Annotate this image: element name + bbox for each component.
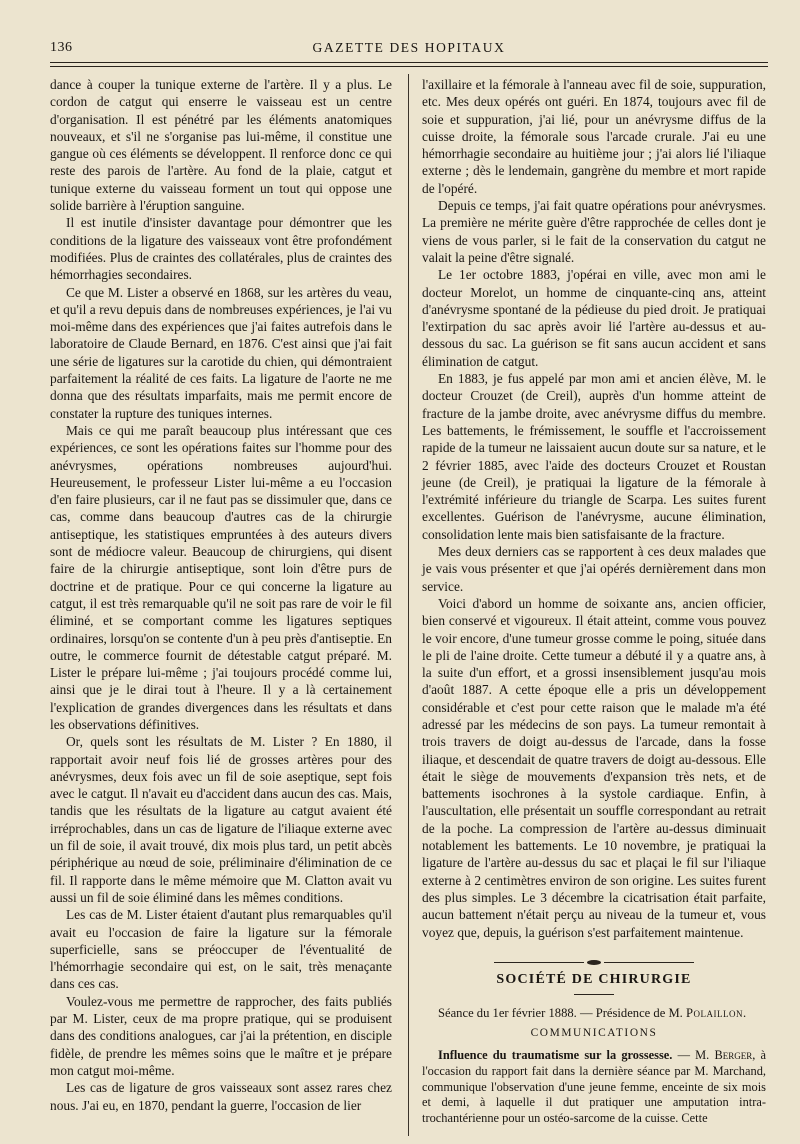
page-number: 136 [50, 40, 73, 55]
paragraph: Mais ce qui me paraît beaucoup plus intéressant que ces expériences, ce sont les opérations faites sur l'homme pour des anévrysmes, opérations nombreuses aujourd'hui. Heureusement, le professeur Lister lui-même a eu l'occasion d'en faire plusieurs, car il ne faut pas se dissimuler que, dans ce cas, comme dans beaucoup d'autres cas de la chirurgie antiseptique, les statistiques empruntées à des auteurs divers sont de médiocre valeur. Beaucoup de chirurgiens, qui disent faire de la chirurgie antiseptique, sont loin d'être purs de doctrine et de pratique. Pour ce qui concerne la ligature au catgut, il est très remarquable qu'il ne soit pas rare de voir le fil éliminé, et se comportant comme les ligatures septiques ordinaires, lorsqu'on se contente d'un à peu près d'antiseptie. En outre, le commerce fournit de détestable catgut préparé. M. Lister le prépare lui-même ; j'ai toujours procédé comme lui, ainsi que je le dirai tout à l'heure. Il y a là certainement l'explication de grandes divergences dans les résultats et dans les observations définitives. [50, 422, 392, 732]
column-divider [408, 74, 409, 1136]
communication-text: à l'occasion du rapport fait dans la dernière séance par M. Marchand, communique l'observation d'une jeune femme, enceinte de six mois et demi, à laquelle il dut pratiquer une amputation intra-trochantérienne pour un ostéo-sarcome de la cuisse. Cette [422, 1048, 767, 1125]
paragraph: l'axillaire et la fémorale à l'anneau avec fil de soie, suppuration, etc. Mes deux opérés ont guéri. En 1874, toujours avec fil de soie et suppuration, j'ai lié, pour un anévrysme diffus de la cuisse droite, la fémorale sous l'arcade crurale. J'ai eu une hémorrhagie secondaire au huitième jour ; j'ai alors lié l'iliaque externe ; dès le lendemain, gangrène du membre et mort rapide de l'opéré. [422, 77, 766, 196]
paragraph: Voici d'abord un homme de soixante ans, ancien officier, bien conservé et vigoureux. Il était atteint, comme vous pouvez le voir encore, d'une tumeur grosse comme le poing, située dans le pli de l'aine droite. Cette tumeur a débuté il y a quatre ans, à la suite d'un effort, et a grossi insensiblement jusqu'au mois d'août 1887. A cette époque elle a pris un développement considérable et c'est pour cette raison que le malade m'a été adressé par les médecins de son pays. La tumeur remontait à trois travers de doigt au-dessus de l'arcade, dans la fosse iliaque, et descendait de quatre travers de doigt au-dessous. Elle était le siège de mouvements d'expansion très nets, et de battements isochrones à la systole cardiaque. Enfin, à l'auscultation, elle présentait un souffle correspondant au retrait de la poche. La compression de l'artère au-dessus diminuait notablement les battements. Le 10 novembre, je pratiquai la ligature de l'artère au-dessus du sac et plaçai le fil sur l'iliaque externe à 2 centimètres environ de son origine. Les suites furent des plus simples. Le 3 décembre la cicatrisation était parfaite, aucun battement n'était perçu au niveau de la tumeur et, vous voyez que, depuis, la guérison s'est parfaitement maintenue. [422, 595, 766, 940]
session-prefix: Séance du 1er février 1888. — Présidence de M. [438, 1006, 683, 1021]
communication-author: M. Berger, [695, 1048, 756, 1063]
page-header [50, 38, 768, 60]
session-president: Polaillon. [685, 1006, 747, 1021]
paragraph: Mes deux derniers cas se rapportent à ces deux malades que je vais vous présenter et que j'ai opérés dernièrement dans mon service. [422, 544, 766, 594]
right-column [422, 76, 766, 1126]
paragraph: Voulez-vous me permettre de rapprocher, des faits publiés par M. Lister, ceux de ma propre pratique, qui se produisent dans des conditions analogues, car j'ai la prétention, en disciple fidèle, de prendre les mêmes soins que le maître et je prépare mon catgut moi-même. [50, 993, 392, 1078]
paragraph: En 1883, je fus appelé par mon ami et ancien élève, M. le docteur Crouzet (de Creil), auprès d'un homme atteint de fracture de la jambe droite, avec anévrysme diffus du membre. Les battements, le frémissement, le souffle et l'accroissement rapide de la tumeur ne laissaient aucun doute sur sa nature, et le 2 février 1885, avec l'aide des docteurs Crouzet et Roustan jeune (de Creil), je pratiquai la ligature de la fémorale à l'extrémité inférieure du triangle de Scarpa. Les suites furent excellentes. Guérison de l'anévrysme, aucune élimination, consolidation lente mais bien satisfaisante de la fracture. [422, 371, 766, 542]
session-line [422, 1005, 766, 1021]
header-rule-top [50, 62, 768, 63]
communication-paragraph [422, 1048, 766, 1126]
running-title: GAZETTE DES HOPITAUX [312, 40, 506, 55]
paragraph: Or, quels sont les résultats de M. Lister ? En 1880, il rapportait avoir neuf fois lié de grosses artères pour des anévrysmes, deux fois avec un fil de soie aseptique, sept fois avec le catgut. Il n'avait eu d'accident dans aucun des cas. Mais, tandis que les résultats de la ligature au catgut avaient été irréprochables, dans un cas de ligature de l'iliaque externe avec un fil de soie, il avait trouvé, dix mois plus tard, un petit abcès périphérique au nœud de soie, préliminaire d'élimination de ce fil. Il rapporte dans le même mémoire que M. Clatton avait vu aussi un fil de soie éliminé dans les mêmes conditions. [50, 734, 392, 905]
section-title: SOCIÉTÉ DE CHIRURGIE [496, 971, 692, 987]
communication-title: Influence du traumatisme sur la grossesse. [438, 1048, 673, 1063]
paragraph: Les cas de M. Lister étaient d'autant plus remarquables qu'il avait eu l'occasion de faire la ligature sur la fémorale superficielle, sans se préoccuper de l'éventualité de l'hémorrhagie secondaire qui est, on le sait, très menaçante dans ces cas. [50, 907, 392, 992]
section-title-rule [574, 994, 614, 995]
paragraph: Ce que M. Lister a observé en 1868, sur les artères du veau, et qu'il a revu depuis dans de nombreuses expériences, je l'ai vu moi-même dans des expériences que j'ai faites autrefois dans le laboratoire de Claude Bernard, en 1876. C'est ainsi que j'ai fait une série de ligatures sur la carotide du chien, qui démontraient parfaitement la réalité de ces faits. La ligature de l'aorte ne me donna que des résultats imparfaits, mais me permit encore de constater la rupture des tuniques internes. [50, 284, 392, 421]
section-separator-ornament [422, 953, 766, 961]
header-rule-bottom [50, 66, 768, 67]
paragraph: Depuis ce temps, j'ai fait quatre opérations pour anévrysmes. La première ne mérite guère d'être rapprochée de celles dont je viens de vous parler, si le fait de la conservation du catgut ne valait la peine d'être signalé. [422, 198, 766, 265]
paragraph: Il est inutile d'insister davantage pour démontrer que les conditions de la ligature des vaisseaux vont être profondément modifiées. Plus de craintes des collatérales, plus de craintes des hémorrhagies secondaires. [50, 215, 392, 283]
left-column [50, 76, 392, 1114]
paragraph: Les cas de ligature de gros vaisseaux sont assez rares chez nous. J'ai eu, en 1870, pendant la guerre, l'occasion de lier [50, 1080, 392, 1113]
communications-heading: COMMUNICATIONS [530, 1027, 658, 1040]
communication-dash: — [672, 1048, 696, 1063]
paragraph: Le 1er octobre 1883, j'opérai en ville, avec mon ami le docteur Morelot, un homme de cinquante-cinq ans, atteint d'anévrysme spontané de la pédieuse du pied droit. Je pratiquai l'extirpation du sac après avoir lié l'artère au-dessus et au-dessous du sac. La guérison se fit sans aucun accident et sans élimination de catgut. [422, 267, 766, 369]
paragraph: dance à couper la tunique externe de l'artère. Il y a plus. Le cordon de catgut qui enserre le vaisseau est un centre d'organisation. Il est pénétré par les éléments anatomiques nouveaux, et s'il ne s'organise pas lui-même, il constitue une gangue où ces éléments se développent. Il renforce donc ce qui reste des parois de l'artère. Au fond de la plaie, catgut et tunique externe du vaisseau forment un tout qui oppose une solide barrière à l'éruption sanguine. [50, 77, 392, 214]
